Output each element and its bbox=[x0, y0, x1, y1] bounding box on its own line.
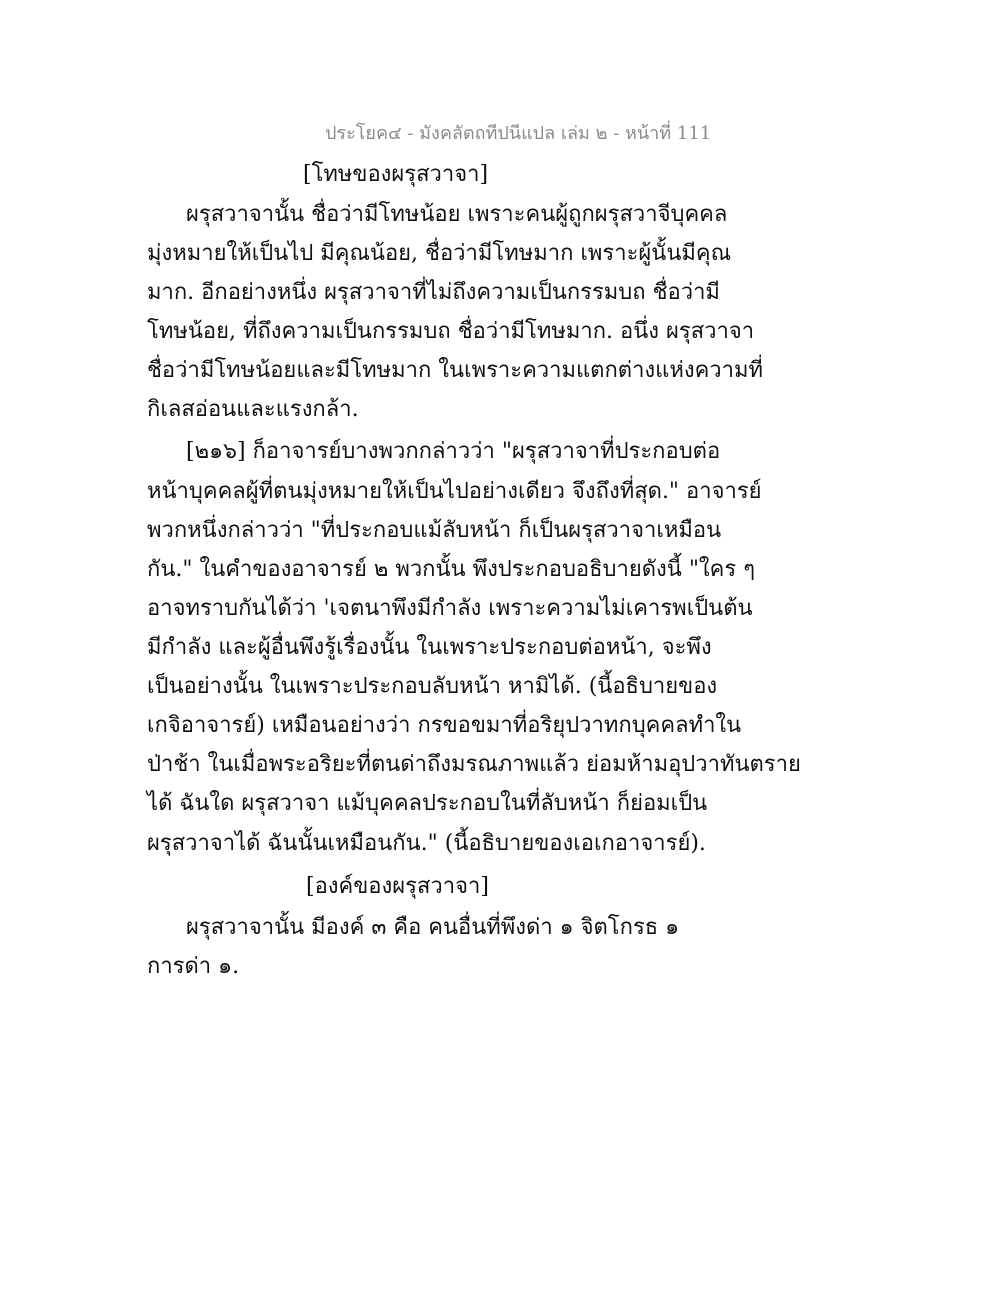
paragraph-line: มาก. อีกอย่างหนึ่ง ผรุสวาจาที่ไม่ถึงความเป็นกรรมบถ ชื่อว่ามี bbox=[147, 280, 720, 305]
paragraph-line: ผรุสวาจานั้น ชื่อว่ามีโทษน้อย เพราะคนผู้ถูกผรุสวาจีบุคคล bbox=[186, 202, 728, 227]
paragraph-line: หน้าบุคคลผู้ที่ตนมุ่งหมายให้เป็นไปอย่างเดียว จึงถึงที่สุด." อาจารย์ bbox=[147, 479, 762, 504]
paragraph-line: ป่าช้า ในเมื่อพระอริยะที่ตนด่าถึงมรณภาพแล้ว ย่อมห้ามอุปวาทันตราย bbox=[147, 752, 801, 777]
section-heading-faults: [โทษของผรุสวาจา] bbox=[303, 162, 489, 187]
paragraph-line: เกจิอาจารย์) เหมือนอย่างว่า กรขอขมาที่อริยุปวาทกบุคคลทำใน bbox=[147, 713, 742, 738]
paragraph-line: มีกำลัง และผู้อื่นพึงรู้เรื่องนั้น ในเพราะประกอบต่อหน้า, จะพึง bbox=[147, 635, 712, 660]
paragraph-line: เป็นอย่างนั้น ในเพราะประกอบลับหน้า หามิได้. (นี้อธิบายของ bbox=[147, 674, 718, 699]
paragraph-line: ชื่อว่ามีโทษน้อยและมีโทษมาก ในเพราะความแตกต่างแห่งความที่ bbox=[147, 358, 764, 383]
paragraph-line: กัน." ในคำของอาจารย์ ๒ พวกนั้น พึงประกอบอธิบายดังนี้ "ใคร ๆ bbox=[147, 557, 756, 582]
paragraph-line: การด่า ๑. bbox=[147, 954, 240, 979]
paragraph-line: ผรุสวาจาได้ ฉันนั้นเหมือนกัน." (นี้อธิบายของเอเกอาจารย์). bbox=[147, 831, 706, 856]
paragraph-line: พวกหนึ่งกล่าวว่า "ที่ประกอบแม้ลับหน้า ก็เป็นผรุสวาจาเหมือน bbox=[147, 518, 722, 543]
paragraph-line: [๒๑๖] ก็อาจารย์บางพวกกล่าวว่า "ผรุสวาจาที่ประกอบต่อ bbox=[186, 439, 721, 464]
paragraph-line: อาจทราบกันได้ว่า 'เจตนาพึงมีกำลัง เพราะความไม่เคารพเป็นต้น bbox=[147, 596, 753, 621]
paragraph-line: โทษน้อย, ที่ถึงความเป็นกรรมบถ ชื่อว่ามีโทษมาก. อนึ่ง ผรุสวาจา bbox=[147, 319, 755, 344]
paragraph-line: ได้ ฉันใด ผรุสวาจา แม้บุคคลประกอบในที่ลับหน้า ก็ย่อมเป็น bbox=[147, 791, 708, 816]
paragraph-line: ผรุสวาจานั้น มีองค์ ๓ คือ คนอื่นที่พึงด่า ๑ จิตโกรธ ๑ bbox=[186, 915, 680, 940]
running-header: ประโยค๔ - มังคลัตถทีปนีแปล เล่ม ๒ - หน้าที่ 111 bbox=[325, 123, 712, 144]
section-heading-factors: [องค์ของผรุสวาจา] bbox=[306, 874, 489, 899]
paragraph-line: กิเลสอ่อนและแรงกล้า. bbox=[147, 397, 359, 422]
paragraph-line: มุ่งหมายให้เป็นไป มีคุณน้อย, ชื่อว่ามีโทษมาก เพราะผู้นั้นมีคุณ bbox=[147, 241, 731, 266]
